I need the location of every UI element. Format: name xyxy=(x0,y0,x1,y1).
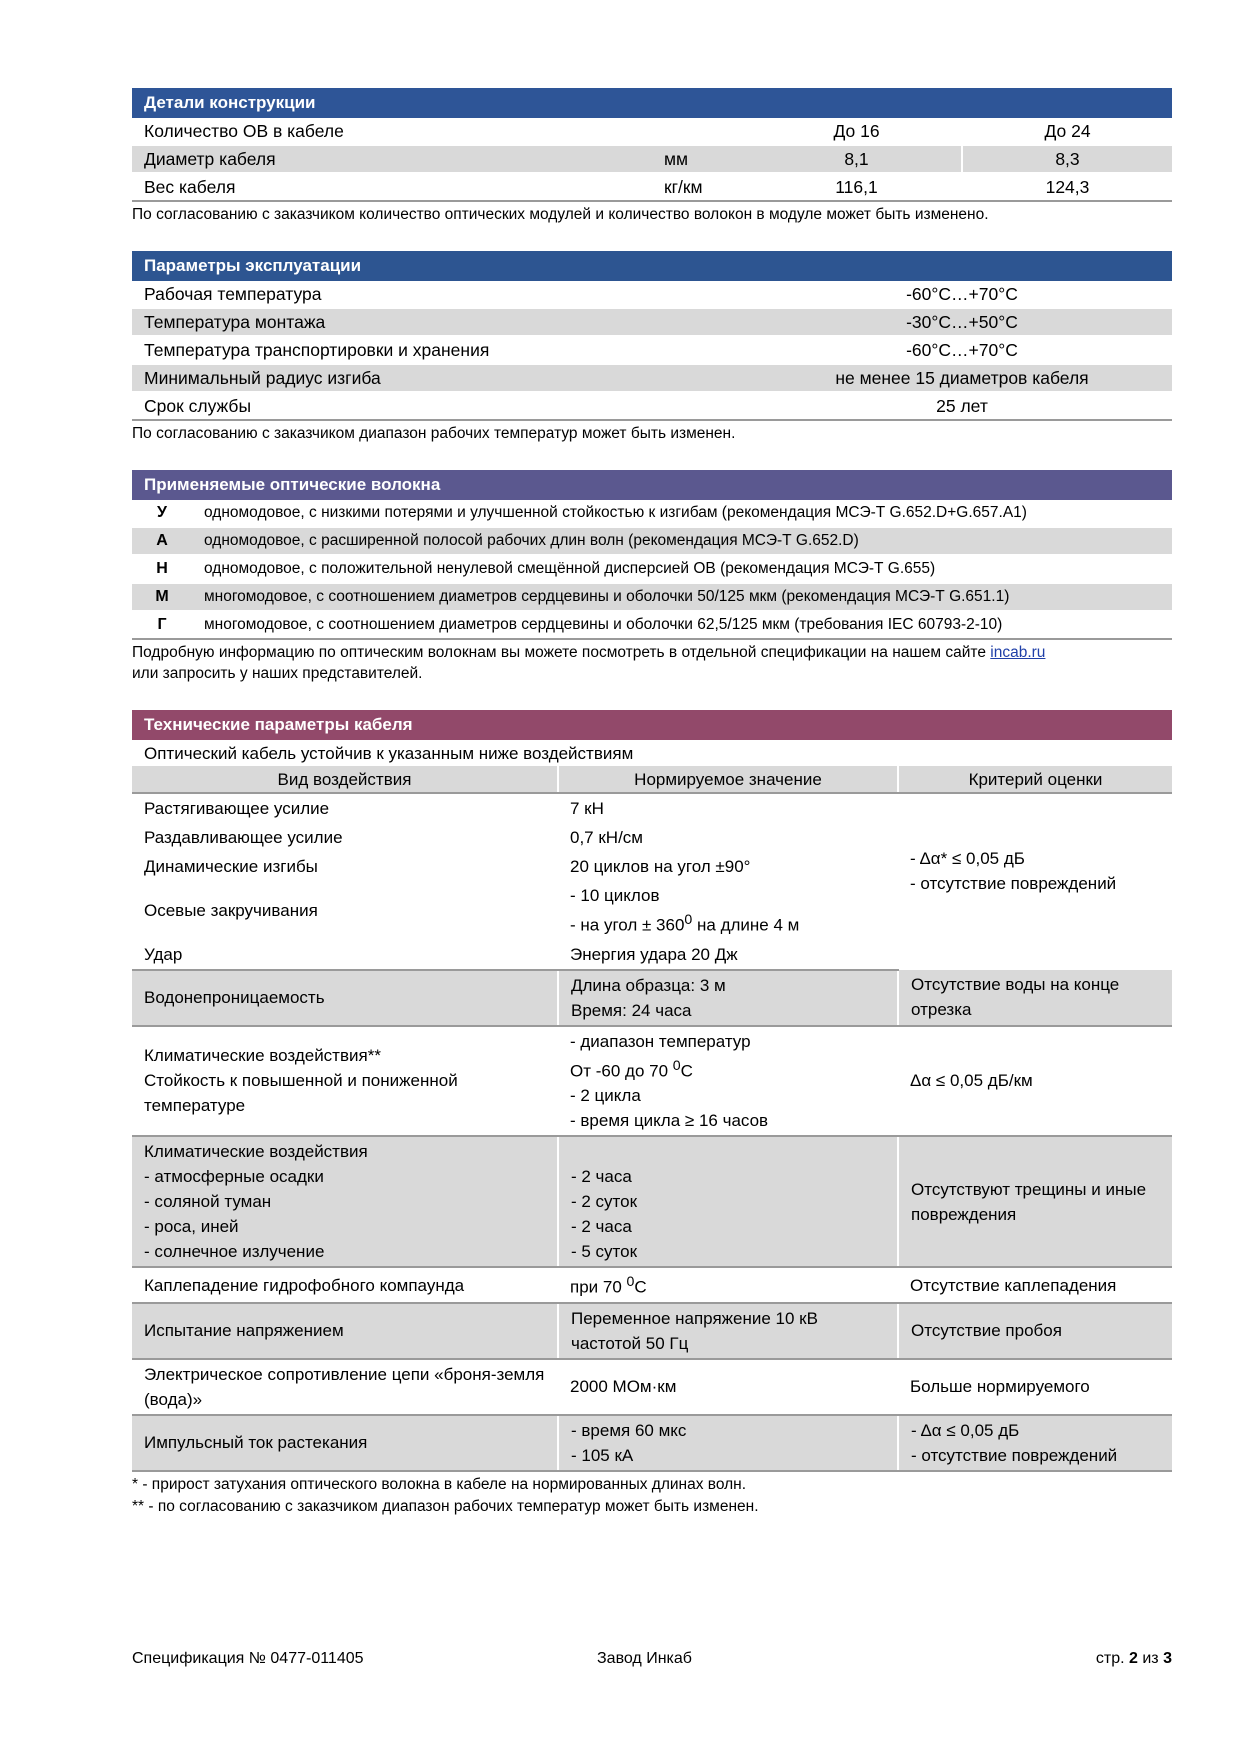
norm-line: - время цикла ≥ 16 часов xyxy=(570,1111,769,1131)
norm-text: при 70 xyxy=(570,1277,627,1297)
impact-line: - соляной туман xyxy=(144,1192,272,1212)
superscript: 0 xyxy=(626,1274,635,1291)
fiber-description: одномодовое, с положительной ненулевой смещённой дисперсией ОВ (рекомендация МСЭ-Т G.655) xyxy=(192,555,1172,583)
norm-value: 0,7 кН/см xyxy=(570,828,643,847)
total-pages: 3 xyxy=(1163,1650,1172,1667)
technical-table xyxy=(132,740,1172,1472)
superscript: 0 xyxy=(684,912,693,928)
table-row xyxy=(132,500,1172,527)
norm-line: - 5 суток xyxy=(571,1242,638,1262)
table-row xyxy=(132,611,1172,639)
norm-value: 2000 МОм·км xyxy=(558,1359,898,1415)
impact-label: Динамические изгибы xyxy=(144,857,318,876)
row-label: Температура транспортировки и хранения xyxy=(132,336,752,364)
page-number xyxy=(1096,1650,1172,1668)
impact-label: Испытание напряжением xyxy=(132,1303,558,1359)
criteria-line: - отсутствие повреждений xyxy=(910,874,1117,893)
page-prefix: стр. xyxy=(1095,1650,1130,1667)
row-value: 25 лет xyxy=(752,392,1172,420)
table-row xyxy=(132,1026,1172,1137)
footnote-2: ** - по согласованию с заказчиком диапазон рабочих температур может быть изменен. xyxy=(132,1497,759,1515)
impact-line: - роса, иней xyxy=(144,1217,239,1237)
table-row xyxy=(132,1136,1172,1267)
impact-label-cell xyxy=(132,1026,558,1137)
norm-line: - время 60 мкс xyxy=(571,1420,687,1440)
table-row xyxy=(132,583,1172,611)
row-value-1: 116,1 xyxy=(752,173,962,201)
table-row xyxy=(132,392,1172,420)
norm-value-cell xyxy=(558,970,898,1026)
impact-label: Импульсный ток растекания xyxy=(132,1415,558,1471)
criteria-line: - Δα ≤ 0,05 дБ xyxy=(911,1420,1020,1440)
norm-text: С xyxy=(680,1061,693,1081)
criteria: Отсутствие каплепадения xyxy=(898,1267,1172,1303)
construction-note: По согласованию с заказчиком количество оптических модулей и количество волокон в модуле может быть изменено. xyxy=(132,206,989,223)
impact-label: Растягивающее усилие xyxy=(144,799,330,818)
row-value-2: 8,3 xyxy=(962,145,1172,173)
row-value: не менее 15 диаметров кабеля xyxy=(752,364,1172,392)
criteria-cell xyxy=(898,793,1172,970)
impact-label: Водонепроницаемость xyxy=(132,970,558,1026)
fiber-description: многомодовое, с соотношением диаметров сердцевины и оболочки 50/125 мкм (рекомендация МСЭ-Т G.651.1) xyxy=(192,583,1172,611)
norm-line: - 105 кА xyxy=(571,1445,634,1465)
row-value-2: До 24 xyxy=(962,118,1172,145)
table-row xyxy=(132,1267,1172,1303)
fibers-note xyxy=(132,642,1172,684)
current-page: 2 xyxy=(1129,1650,1138,1667)
row-unit: мм xyxy=(652,145,752,173)
construction-table xyxy=(132,118,1172,202)
row-value-1: 8,1 xyxy=(752,145,962,173)
table-row xyxy=(132,281,1172,308)
impact-line: Стойкость к повышенной и пониженной температуре xyxy=(144,1071,458,1116)
column-header-row xyxy=(132,766,1172,793)
norm-line: - 2 часа xyxy=(571,1167,632,1187)
table-row xyxy=(132,740,1172,766)
operation-header: Параметры эксплуатации xyxy=(132,251,1172,281)
criteria-line: - Δα* ≤ 0,05 дБ xyxy=(910,849,1025,868)
spec-page xyxy=(132,88,1172,1518)
table-row xyxy=(132,364,1172,392)
criteria: Отсутствие воды на конце отрезка xyxy=(898,970,1172,1026)
table-row xyxy=(132,1415,1172,1471)
table-row xyxy=(132,336,1172,364)
norm-value-cell xyxy=(558,1026,898,1137)
fibers-note-text: Подробную информацию по оптическим волокнам вы можете посмотреть в отдельной спецификации на нашем сайте xyxy=(132,644,991,661)
table-row xyxy=(132,793,1172,823)
row-value: -60°C…+70°C xyxy=(752,336,1172,364)
norm-value-cell xyxy=(558,1136,898,1267)
impact-label: Электрическое сопротивление цепи «броня-земля (вода)» xyxy=(132,1359,558,1415)
page-mid: из xyxy=(1137,1650,1164,1667)
norm-value-cell xyxy=(558,1267,898,1303)
table-row xyxy=(132,118,1172,145)
fibers-header: Применяемые оптические волокна xyxy=(132,470,1172,500)
norm-line xyxy=(570,908,886,938)
criteria: Δα ≤ 0,05 дБ/км xyxy=(898,1026,1172,1137)
impact-label: Удар xyxy=(132,940,558,970)
impact-label: Раздавливающее усилие xyxy=(144,828,343,847)
norm-line xyxy=(570,1054,886,1084)
spec-number: Спецификация № 0477-011405 xyxy=(132,1650,364,1667)
row-value-2: 124,3 xyxy=(962,173,1172,201)
page-footer xyxy=(132,1650,1172,1672)
impact-line: - солнечное излучение xyxy=(144,1242,325,1262)
table-row xyxy=(132,970,1172,1026)
impact-line: - атмосферные осадки xyxy=(144,1167,324,1187)
table-row xyxy=(132,527,1172,555)
norm-value: 20 циклов на угол ±90° xyxy=(570,857,751,876)
row-value: -60°C…+70°C xyxy=(752,281,1172,308)
norm-value: Энергия удара 20 Дж xyxy=(558,940,898,970)
norm-value: 7 кН xyxy=(570,799,604,818)
criteria: Отсутствуют трещины и иные повреждения xyxy=(898,1136,1172,1267)
norm-line: Время: 24 часа xyxy=(571,1000,692,1020)
incab-link[interactable]: incab.ru xyxy=(990,644,1046,661)
norm-value-cell xyxy=(558,881,898,940)
criteria: Больше нормируемого xyxy=(898,1359,1172,1415)
norm-text: на длине 4 м xyxy=(692,915,800,935)
operation-note: По согласованию с заказчиком диапазон рабочих температур может быть изменен. xyxy=(132,425,736,442)
footnote-1: * - прирост затухания оптического волокна в кабеле на нормированных длинах волн. xyxy=(132,1475,747,1493)
impact-line: Климатические воздействия xyxy=(144,1142,368,1162)
row-label: Срок службы xyxy=(132,392,752,420)
fiber-code: У xyxy=(132,500,192,527)
norm-line: - диапазон температур xyxy=(570,1031,751,1051)
norm-line: - 2 часа xyxy=(571,1217,632,1237)
impact-label-cell xyxy=(132,1136,558,1267)
column-header: Критерий оценки xyxy=(898,766,1172,793)
table-row xyxy=(132,308,1172,336)
criteria-line: - отсутствие повреждений xyxy=(911,1445,1118,1465)
fibers-table xyxy=(132,500,1172,640)
norm-text: С xyxy=(634,1277,647,1297)
technical-header: Технические параметры кабеля xyxy=(132,710,1172,740)
fiber-description: одномодовое, с низкими потерями и улучшенной стойкостью к изгибам (рекомендация МСЭ-Т G.652.D+G.657.A1) xyxy=(192,500,1172,527)
technical-intro: Оптический кабель устойчив к указанным ниже воздействиям xyxy=(144,743,634,763)
norm-line: Длина образца: 3 м xyxy=(571,975,726,995)
table-row xyxy=(132,1359,1172,1415)
row-unit xyxy=(652,118,752,145)
criteria-cell xyxy=(898,1415,1172,1471)
row-label: Рабочая температура xyxy=(132,281,752,308)
norm-text: - на угол ± 360 xyxy=(570,915,685,935)
norm-value: Переменное напряжение 10 кВ частотой 50 Гц xyxy=(558,1303,898,1359)
row-label: Диаметр кабеля xyxy=(132,145,652,173)
company-name: Завод Инкаб xyxy=(597,1650,692,1667)
operation-table xyxy=(132,281,1172,421)
row-label: Количество ОВ в кабеле xyxy=(132,118,652,145)
fiber-code: Н xyxy=(132,555,192,583)
norm-value-cell xyxy=(558,1415,898,1471)
fibers-note-text-2: или запросить у наших представителей. xyxy=(132,665,423,682)
table-row xyxy=(132,145,1172,173)
fiber-description: одномодовое, с расширенной полосой рабочих длин волн (рекомендация МСЭ-Т G.652.D) xyxy=(192,527,1172,555)
fiber-code: Г xyxy=(132,611,192,639)
superscript: 0 xyxy=(672,1057,681,1074)
norm-text: От -60 до 70 xyxy=(570,1061,673,1081)
fiber-code: М xyxy=(132,583,192,611)
table-row xyxy=(132,173,1172,201)
norm-line: - 2 цикла xyxy=(570,1086,641,1106)
column-header: Вид воздействия xyxy=(132,766,558,793)
norm-line: - 2 суток xyxy=(571,1192,638,1212)
norm-line xyxy=(571,1139,885,1164)
norm-line: - 10 циклов xyxy=(570,886,660,905)
impact-line: Климатические воздействия** xyxy=(144,1046,381,1066)
table-row xyxy=(132,1303,1172,1359)
row-label: Минимальный радиус изгиба xyxy=(132,364,752,392)
impact-label: Каплепадение гидрофобного компаунда xyxy=(132,1267,558,1303)
fiber-description: многомодовое, с соотношением диаметров сердцевины и оболочки 62,5/125 мкм (требования IEC 60793-2-10) xyxy=(192,611,1172,639)
fiber-code: А xyxy=(132,527,192,555)
criteria: Отсутствие пробоя xyxy=(898,1303,1172,1359)
row-value-1: До 16 xyxy=(752,118,962,145)
column-header: Нормируемое значение xyxy=(558,766,898,793)
construction-header: Детали конструкции xyxy=(132,88,1172,118)
impact-label: Осевые закручивания xyxy=(144,900,318,920)
row-label: Температура монтажа xyxy=(132,308,752,336)
row-value: -30°C…+50°C xyxy=(752,308,1172,336)
row-label: Вес кабеля xyxy=(132,173,652,201)
table-row xyxy=(132,555,1172,583)
row-unit: кг/км xyxy=(652,173,752,201)
